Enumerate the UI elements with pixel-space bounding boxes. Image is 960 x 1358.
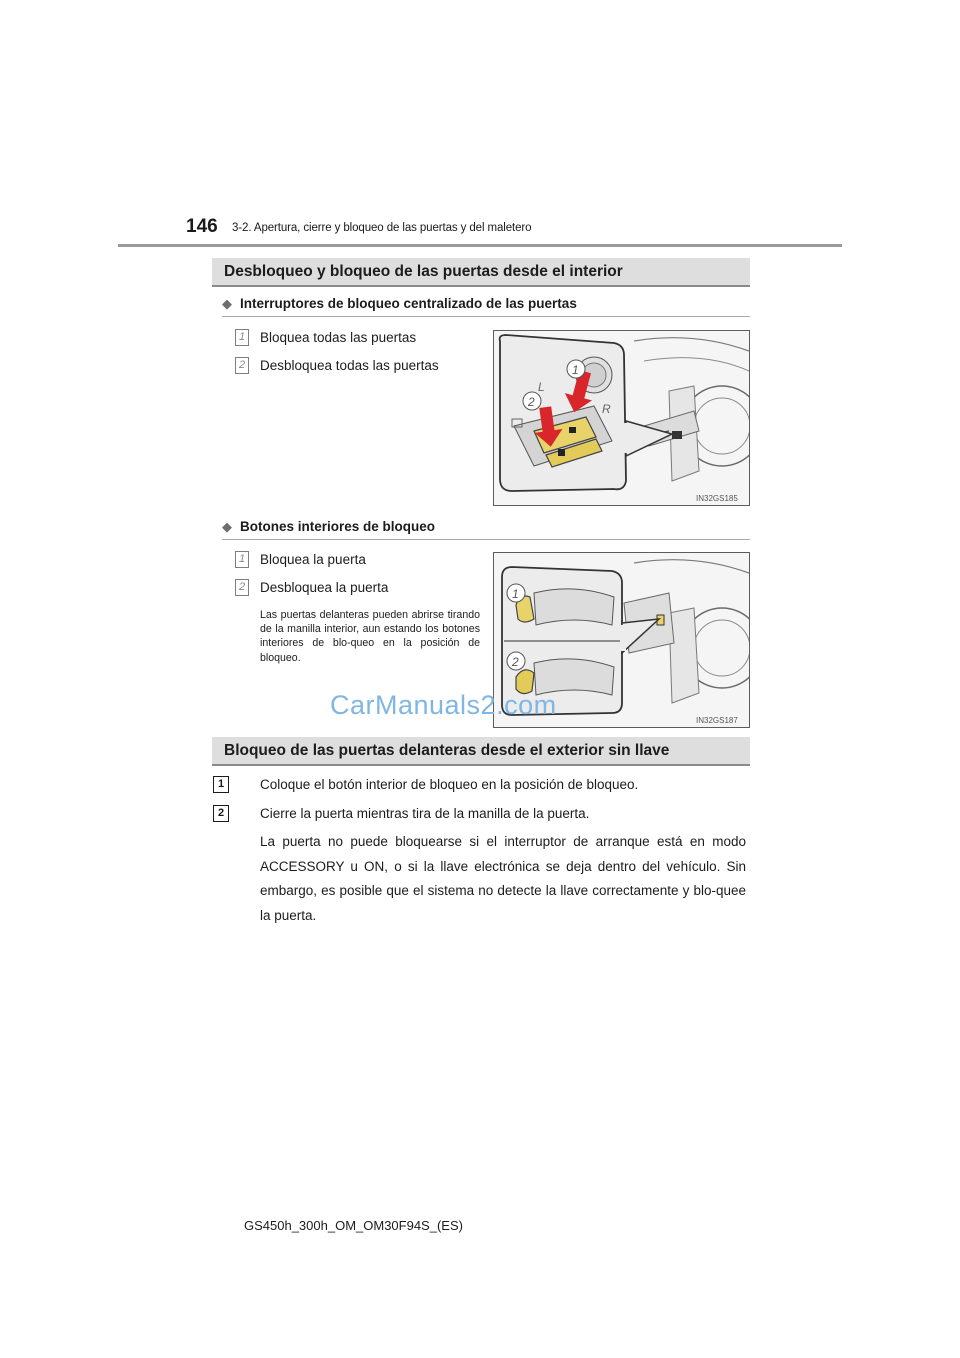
step-text: Coloque el botón interior de bloqueo en la posición de bloqueo. <box>260 777 639 792</box>
callout-text: Desbloquea todas las puertas <box>260 358 439 373</box>
figure-callout-2: 2 <box>528 395 535 409</box>
section-heading-exterior <box>212 737 750 766</box>
subheading-interior-lock-buttons <box>222 518 750 540</box>
svg-text:L: L <box>538 380 545 394</box>
callout-number-icon: 1 <box>235 551 249 568</box>
callout-number-icon: 2 <box>235 357 249 374</box>
subheading-text: Botones interiores de bloqueo <box>240 519 436 534</box>
callout-text: Bloquea todas las puertas <box>260 330 417 345</box>
footer-model-code: GS450h_300h_OM_OM30F94S_(ES) <box>244 1218 463 1233</box>
step-number-icon: 1 <box>213 776 229 793</box>
chapter-title: 3-2. Apertura, cierre y bloqueo de las puertas y del maletero <box>232 222 532 234</box>
callout-number-icon: 2 <box>235 579 249 596</box>
step-number-icon: 2 <box>213 805 229 822</box>
page-number: 146 <box>186 216 218 237</box>
figure-central-lock-switch <box>493 330 750 506</box>
diamond-bullet-icon: ◆ <box>222 519 232 534</box>
section-heading-text: Desbloqueo y bloqueo de las puertas desde el interior <box>224 263 623 280</box>
step-text: Cierre la puerta mientras tira de la manilla de la puerta. <box>260 806 590 821</box>
diamond-bullet-icon: ◆ <box>222 296 232 311</box>
interior-lock-note: Las puertas delanteras pueden abrirse tirando de la manilla interior, aun estando los botones interiores de blo-queo en la posición de bloqueo. <box>260 609 480 664</box>
figure-callout-1: 1 <box>512 587 519 601</box>
callout-lock-door <box>238 552 366 567</box>
callout-number-icon: 1 <box>235 329 249 346</box>
callout-lock-all <box>238 330 417 345</box>
callout-text: Desbloquea la puerta <box>260 580 389 595</box>
subheading-central-lock <box>222 295 750 317</box>
svg-text:R: R <box>602 402 611 416</box>
exterior-lock-note: La puerta no puede bloquearse si el interruptor de arranque está en modo ACCESSORY u ON, o si la llave electrónica se deja dentro del vehículo. Sin embargo, es posible que el sistema no detecte la llave correctamente y blo-quee la puerta. <box>260 834 746 923</box>
callout-unlock-door <box>238 580 389 595</box>
figure-callout-2: 2 <box>512 655 519 669</box>
figure-callout-1: 1 <box>572 363 579 377</box>
central-lock-illustration <box>494 331 750 506</box>
callout-text: Bloquea la puerta <box>260 552 366 567</box>
section-heading-text: Bloqueo de las puertas delanteras desde el exterior sin llave <box>224 742 670 759</box>
section-heading-interior <box>212 258 750 287</box>
callout-unlock-all <box>238 358 439 373</box>
watermark: CarManuals2.com <box>330 690 557 720</box>
figure-code: IN32GS187 <box>696 716 738 725</box>
header-divider <box>118 244 842 247</box>
subheading-text: Interruptores de bloqueo centralizado de las puertas <box>240 296 577 311</box>
figure-code: IN32GS185 <box>696 494 738 503</box>
